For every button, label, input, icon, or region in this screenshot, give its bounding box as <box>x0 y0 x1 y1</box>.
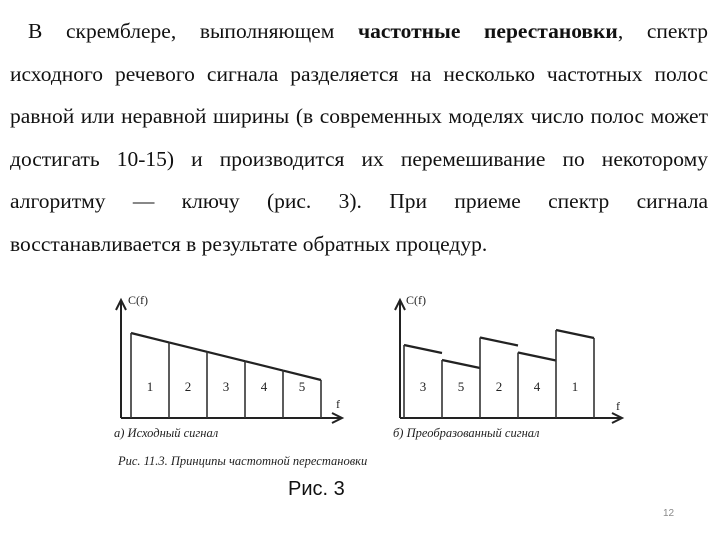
left-band-number-5: 5 <box>298 379 306 394</box>
left-band-number-2: 2 <box>184 379 192 394</box>
book-figure-caption: Рис. 11.3. Принципы частотной перестановки <box>118 454 368 468</box>
right-band-number-2: 5 <box>457 379 465 394</box>
figure-caption: Рис. 3 <box>288 478 345 500</box>
left-plot <box>114 293 342 440</box>
right-band-top-4 <box>518 353 556 361</box>
left-band-top-4 <box>245 361 283 370</box>
left-band-top-3 <box>207 352 245 361</box>
paragraph-text-end: , спектр исходного речевого сигнала разделяется на несколько частотных полос равной или неравной ширины (в современных моделях число полос может достигать 10-15) и производится их перемешивание по некоторому алгоритму — ключу (рис. 3). При приеме спектр сигнала восстанавливается в результате обратных процедур. <box>10 19 708 256</box>
right-plot <box>393 293 622 440</box>
right-band-top-3 <box>480 338 518 346</box>
left-band-top-2 <box>169 342 207 351</box>
right-band-number-1: 3 <box>419 379 427 394</box>
right-band-number-3: 2 <box>495 379 503 394</box>
left-bands <box>131 333 321 418</box>
right-band-top-5 <box>556 330 594 338</box>
left-y-axis-label: C(f) <box>128 293 148 307</box>
left-band-number-4: 4 <box>260 379 268 394</box>
left-band-number-3: 3 <box>222 379 230 394</box>
right-band-number-5: 1 <box>571 379 579 394</box>
left-x-axis-label: f <box>336 397 340 411</box>
left-band-top-1 <box>131 333 169 342</box>
left-caption: а) Исходный сигнал <box>114 426 219 440</box>
right-bands <box>404 330 594 418</box>
right-band-top-1 <box>404 345 442 353</box>
paragraph-text-start: В скремблере, выполняющем <box>28 19 358 43</box>
right-band-number-4: 4 <box>533 379 541 394</box>
right-band-top-2 <box>442 360 480 368</box>
paragraph-bold-term: частотные перестановки <box>357 19 618 43</box>
right-caption: б) Преобразованный сигнал <box>393 426 540 440</box>
left-band-number-1: 1 <box>146 379 154 394</box>
right-y-axis-label: C(f) <box>406 293 426 307</box>
right-x-axis-label: f <box>616 399 620 413</box>
slide-number: 12 <box>663 508 675 519</box>
